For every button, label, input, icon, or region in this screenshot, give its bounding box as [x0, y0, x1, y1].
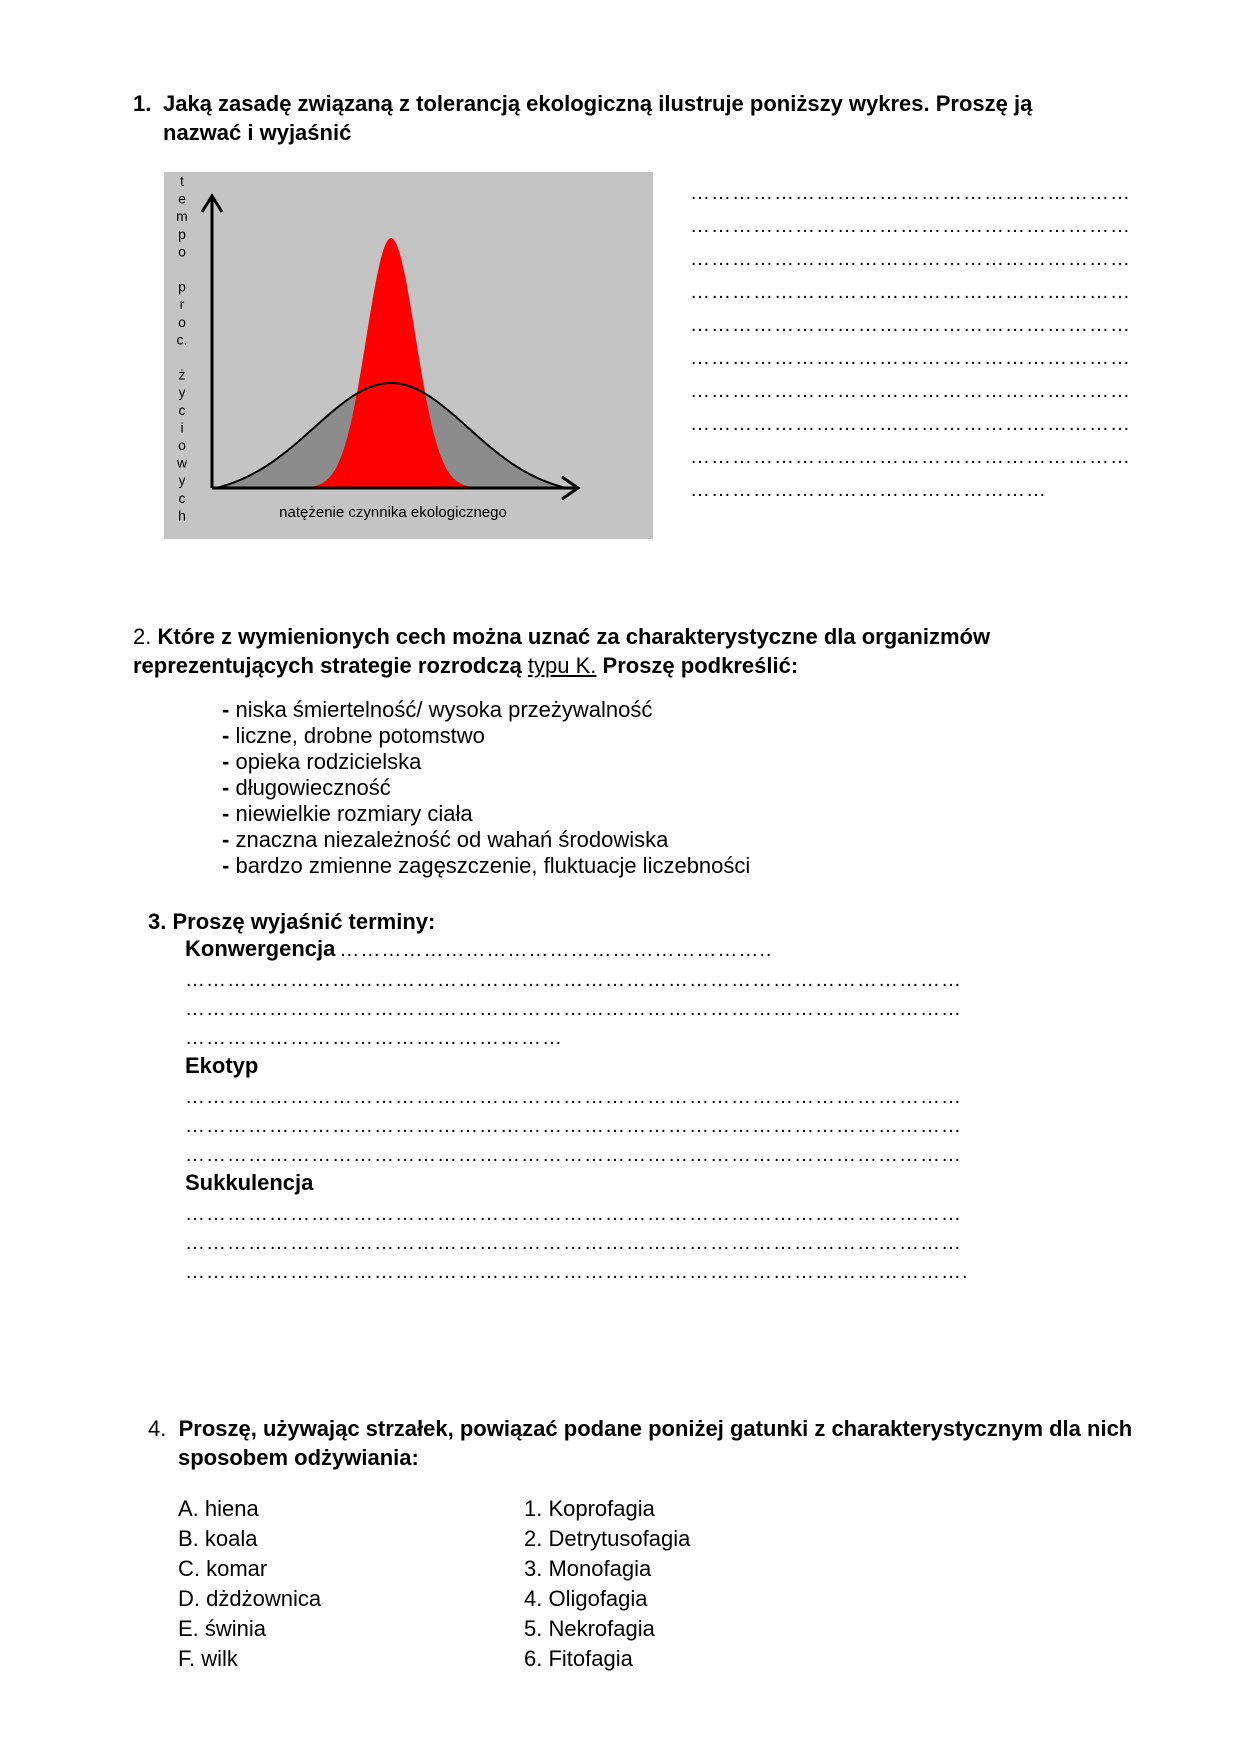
q4-question: [148, 1414, 1228, 1472]
q2-question-line1: [133, 622, 1193, 651]
q2-line2-post: Proszę podkreślić:: [596, 653, 799, 678]
q1-answer-line[interactable]: ………………………………………………………: [690, 248, 1131, 270]
q3-term-name: Ekotyp: [185, 1053, 259, 1078]
q1-answer-line[interactable]: ………………………………………………………: [690, 281, 1131, 303]
chart-ylabel-letter: t: [180, 173, 184, 189]
q2-feature-list: [222, 697, 750, 879]
q1-answer-line[interactable]: ………………………………………………………: [690, 215, 1131, 237]
q4-question-line1: [148, 1414, 1228, 1443]
bullet-dash: -: [222, 827, 230, 852]
q4-line1-text: Proszę, używając strzałek, powiązać podane poniżej gatunki z charakterystycznym dla nich: [178, 1416, 1133, 1441]
bullet-dash: -: [222, 853, 230, 878]
q2-feature-item[interactable]: [222, 801, 750, 827]
q1-answer-line[interactable]: ………………………………………………………: [690, 413, 1131, 435]
chart-ylabel-letter: p: [178, 278, 186, 295]
q4-animal-item[interactable]: F. wilk: [178, 1646, 238, 1671]
q2-feature-item[interactable]: [222, 723, 750, 749]
q3-answer-line[interactable]: ……………………………………………………..: [339, 939, 773, 961]
q2-feature-text: znaczna niezależność od wahań środowiska: [235, 827, 669, 852]
bullet-dash: -: [222, 723, 230, 748]
q2-number: 2.: [133, 624, 152, 649]
chart-ylabel-letter: h: [178, 507, 186, 524]
q3-term-block: [185, 1169, 969, 1287]
chart-ylabel-letter: c: [178, 401, 186, 418]
q2-feature-text: niska śmiertelność/ wysoka przeżywalność: [235, 697, 653, 722]
q2-feature-item[interactable]: [222, 827, 750, 853]
q4-feeding-item[interactable]: 5. Nekrofagia: [524, 1616, 655, 1641]
q3-answer-line[interactable]: ………………………………………………: [185, 1027, 563, 1049]
q2-feature-text: opieka rodzicielska: [235, 749, 422, 774]
tolerance-chart: [164, 172, 653, 539]
bullet-dash: -: [222, 749, 230, 774]
q3-title: 3. Proszę wyjaśnić terminy:: [148, 909, 436, 934]
chart-ylabel-letter: y: [178, 472, 186, 489]
q2-feature-text: liczne, drobne potomstwo: [235, 723, 485, 748]
q1-question: [163, 89, 1163, 147]
q1-answer-line[interactable]: ………………………………………………………: [690, 347, 1131, 369]
q3-answer-line[interactable]: ………………………………………………………………………………………………….: [185, 1261, 969, 1283]
chart-ylabel-letter: p: [178, 225, 186, 242]
q1-question-line2: nazwać i wyjaśnić: [163, 120, 352, 145]
q2-feature-item[interactable]: [222, 853, 750, 879]
tolerance-chart-svg: [164, 172, 653, 539]
chart-ylabel-letter: w: [176, 454, 188, 471]
q2-feature-item[interactable]: [222, 749, 750, 775]
chart-ylabel-letter: r: [179, 296, 185, 313]
q4-animal-item[interactable]: C. komar: [178, 1556, 268, 1581]
q1-answer-line[interactable]: ……………………………………………: [690, 479, 1047, 501]
q4-feeding-item[interactable]: 3. Monofagia: [524, 1556, 652, 1581]
q2-feature-text: długowieczność: [235, 775, 391, 800]
q3-answer-line[interactable]: …………………………………………………………………………………………………: [185, 969, 962, 991]
q3-term-name: Sukkulencja: [185, 1170, 314, 1195]
q1-answer-line[interactable]: ………………………………………………………: [690, 446, 1131, 468]
q1-number: 1.: [133, 91, 152, 116]
chart-ylabel-letter: m: [176, 208, 188, 225]
q3-term-block: [185, 935, 962, 1053]
q4-animal-item[interactable]: E. świnia: [178, 1616, 267, 1641]
bullet-dash: -: [222, 697, 230, 722]
chart-ylabel-letter: o: [178, 437, 186, 453]
q2-feature-text: bardzo zmienne zagęszczenie, fluktuacje liczebności: [235, 853, 751, 878]
q2-feature-item[interactable]: [222, 697, 750, 723]
q4-animal-item[interactable]: A. hiena: [178, 1496, 259, 1521]
q2-question: [133, 622, 1193, 680]
chart-ylabel-letter: e: [178, 190, 186, 207]
chart-ylabel-letter: c: [178, 489, 186, 506]
q1-question-line1: Jaką zasadę związaną z tolerancją ekologiczną ilustruje poniższy wykres. Proszę ją: [163, 91, 1033, 116]
q4-feeding-item[interactable]: 1. Koprofagia: [524, 1496, 655, 1521]
q3-answer-line[interactable]: …………………………………………………………………………………………………: [185, 1232, 962, 1254]
q1-answer-line[interactable]: ………………………………………………………: [690, 314, 1131, 336]
q2-line1-text: Które z wymienionych cech można uznać za charakterystyczne dla organizmów: [157, 624, 991, 649]
q3-answer-line[interactable]: …………………………………………………………………………………………………: [185, 1115, 962, 1137]
q1-answer-line[interactable]: ………………………………………………………: [690, 380, 1131, 402]
q3-term-block: [185, 1052, 962, 1170]
chart-ylabel-letter: ż: [178, 366, 186, 383]
q4-feeding-list: [524, 1494, 690, 1674]
chart-xlabel: natężenie czynnika ekologicznego: [279, 504, 507, 521]
chart-ylabel-letter: o: [178, 243, 186, 260]
chart-ylabel-letter: c.: [176, 331, 188, 348]
q3-answer-line[interactable]: …………………………………………………………………………………………………: [185, 1203, 962, 1225]
bullet-dash: -: [222, 801, 230, 826]
q2-line2-pre: reprezentujących strategie rozrodczą: [133, 653, 528, 678]
q2-question-line2: [133, 651, 1193, 680]
q4-feeding-item[interactable]: 6. Fitofagia: [524, 1646, 633, 1671]
q1-answer-line[interactable]: ………………………………………………………: [690, 182, 1131, 204]
q3-answer-line[interactable]: …………………………………………………………………………………………………: [185, 998, 962, 1020]
q3-term-name: Konwergencja: [185, 936, 336, 961]
q4-animal-list: [178, 1494, 321, 1674]
bullet-dash: -: [222, 775, 230, 800]
q3-answer-line[interactable]: …………………………………………………………………………………………………: [185, 1086, 962, 1108]
q4-feeding-item[interactable]: 2. Detrytusofagia: [524, 1526, 691, 1551]
q2-feature-item[interactable]: [222, 775, 750, 801]
chart-ylabel-letter: o: [178, 313, 186, 330]
q2-feature-text: niewielkie rozmiary ciała: [235, 801, 473, 826]
q4-animal-item[interactable]: B. koala: [178, 1526, 258, 1551]
q3-answer-line[interactable]: …………………………………………………………………………………………………: [185, 1144, 962, 1166]
q4-feeding-item[interactable]: 4. Oligofagia: [524, 1586, 648, 1611]
q4-number: 4.: [148, 1416, 167, 1441]
chart-ylabel-letter: y: [178, 384, 186, 401]
q4-animal-item[interactable]: D. dżdżownica: [178, 1586, 322, 1611]
chart-ylabel-letter: i: [180, 419, 184, 436]
q2-typ-k: typu K.: [527, 653, 597, 678]
q4-question-line2: sposobem odżywiania:: [178, 1445, 419, 1470]
